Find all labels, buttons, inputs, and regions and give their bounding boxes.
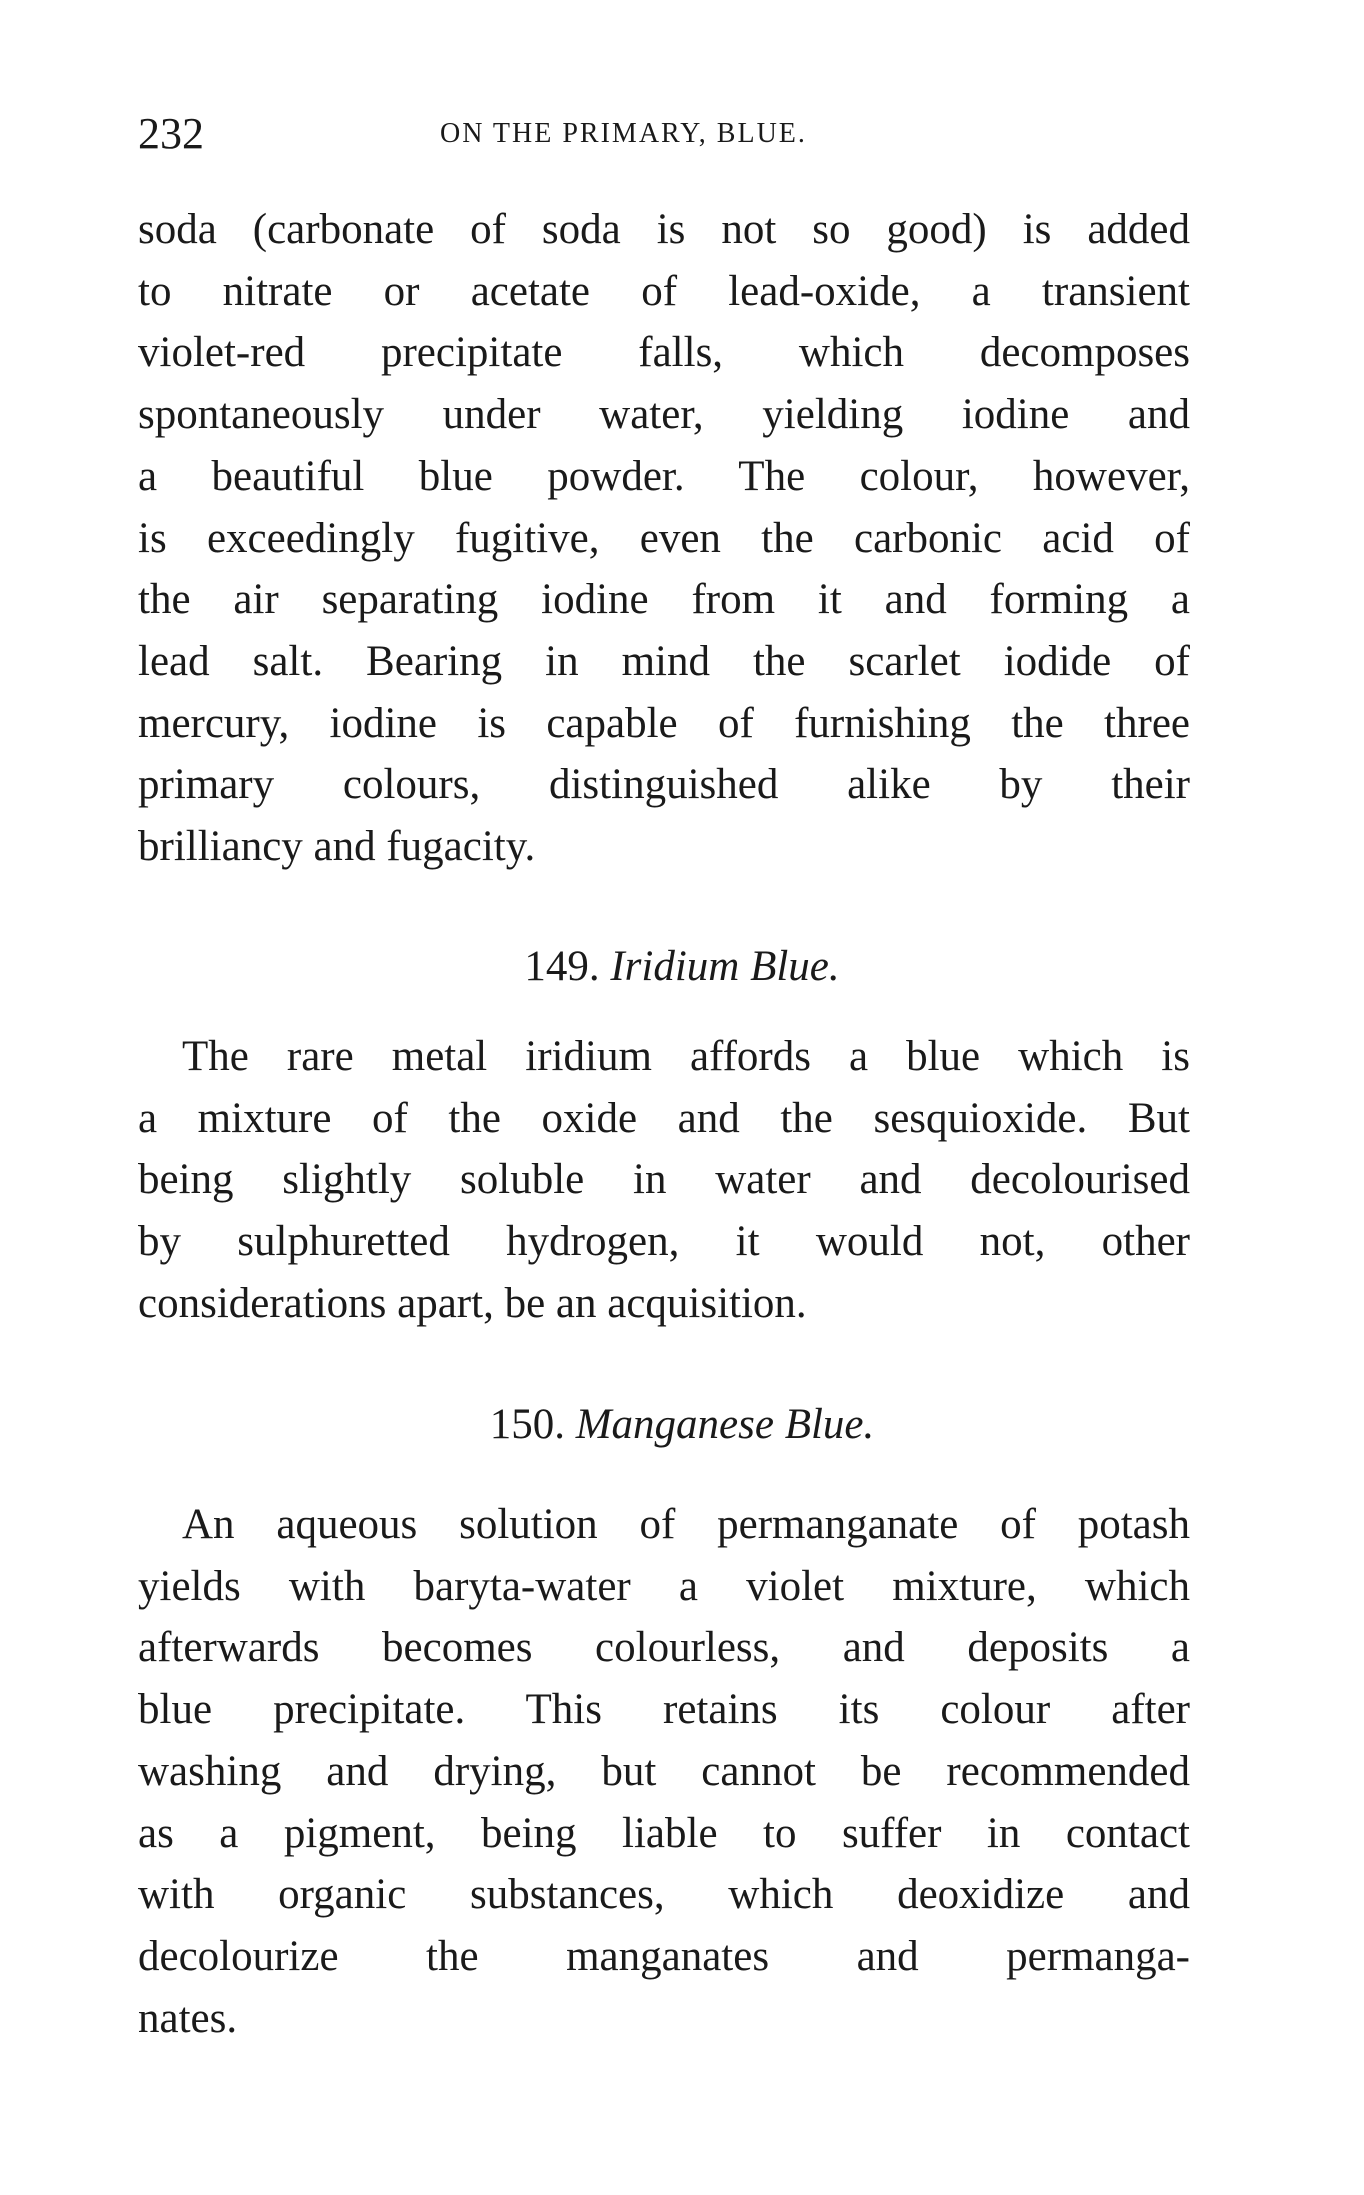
text-line: with organic substances, which deoxidize and (138, 1871, 1190, 1919)
text-line: violet-red precipitate falls, which decomposes (138, 329, 1190, 377)
text-line: The rare metal iridium affords a blue which is (182, 1033, 1190, 1080)
text-line: being slightly soluble in water and decolourised (138, 1156, 1190, 1204)
text-line: washing and drying, but cannot be recommended (138, 1747, 1190, 1795)
text-line: soda (carbonate of soda is not so good) is added (138, 206, 1190, 253)
text-line: An aqueous solution of permanganate of potash (182, 1501, 1190, 1548)
section-number: 150. (489, 1401, 565, 1448)
section-heading-149 (0, 942, 1364, 992)
text-line: a beautiful blue powder. The colour, however, (138, 452, 1190, 500)
text-line: as a pigment, being liable to suffer in contact (138, 1809, 1190, 1857)
text-line: yields with baryta-water a violet mixture, which (138, 1562, 1190, 1610)
text-line: by sulphuretted hydrogen, it would not, other (138, 1218, 1190, 1266)
text-line: considerations apart, be an acquisition. (138, 1279, 807, 1327)
section-heading-150 (0, 1400, 1364, 1450)
text-line: to nitrate or acetate of lead-oxide, a transient (138, 267, 1190, 315)
text-line: nates. (138, 1994, 238, 2042)
page-number: 232 (138, 109, 204, 158)
text-line: primary colours, distinguished alike by their (138, 761, 1190, 809)
text-line: spontaneously under water, yielding iodine and (138, 391, 1190, 439)
running-head: ON THE PRIMARY, BLUE. (440, 118, 807, 149)
text-line: the air separating iodine from it and forming a (138, 576, 1190, 624)
section-number: 149. (524, 943, 600, 990)
text-line: brilliancy and fugacity. (138, 823, 536, 870)
text-line: lead salt. Bearing in mind the scarlet iodide of (138, 637, 1190, 685)
text-line: a mixture of the oxide and the sesquioxide. But (138, 1094, 1190, 1142)
section-title: Iridium Blue. (610, 943, 840, 990)
text-line: afterwards becomes colourless, and deposits a (138, 1624, 1190, 1672)
text-line: mercury, iodine is capable of furnishing the three (138, 699, 1190, 747)
section-title: Manganese Blue. (575, 1401, 875, 1448)
text-line: is exceedingly fugitive, even the carbonic acid of (138, 514, 1190, 562)
text-line: decolourize the manganates and permanga- (138, 1932, 1190, 1980)
text-line: blue precipitate. This retains its colour after (138, 1686, 1190, 1734)
